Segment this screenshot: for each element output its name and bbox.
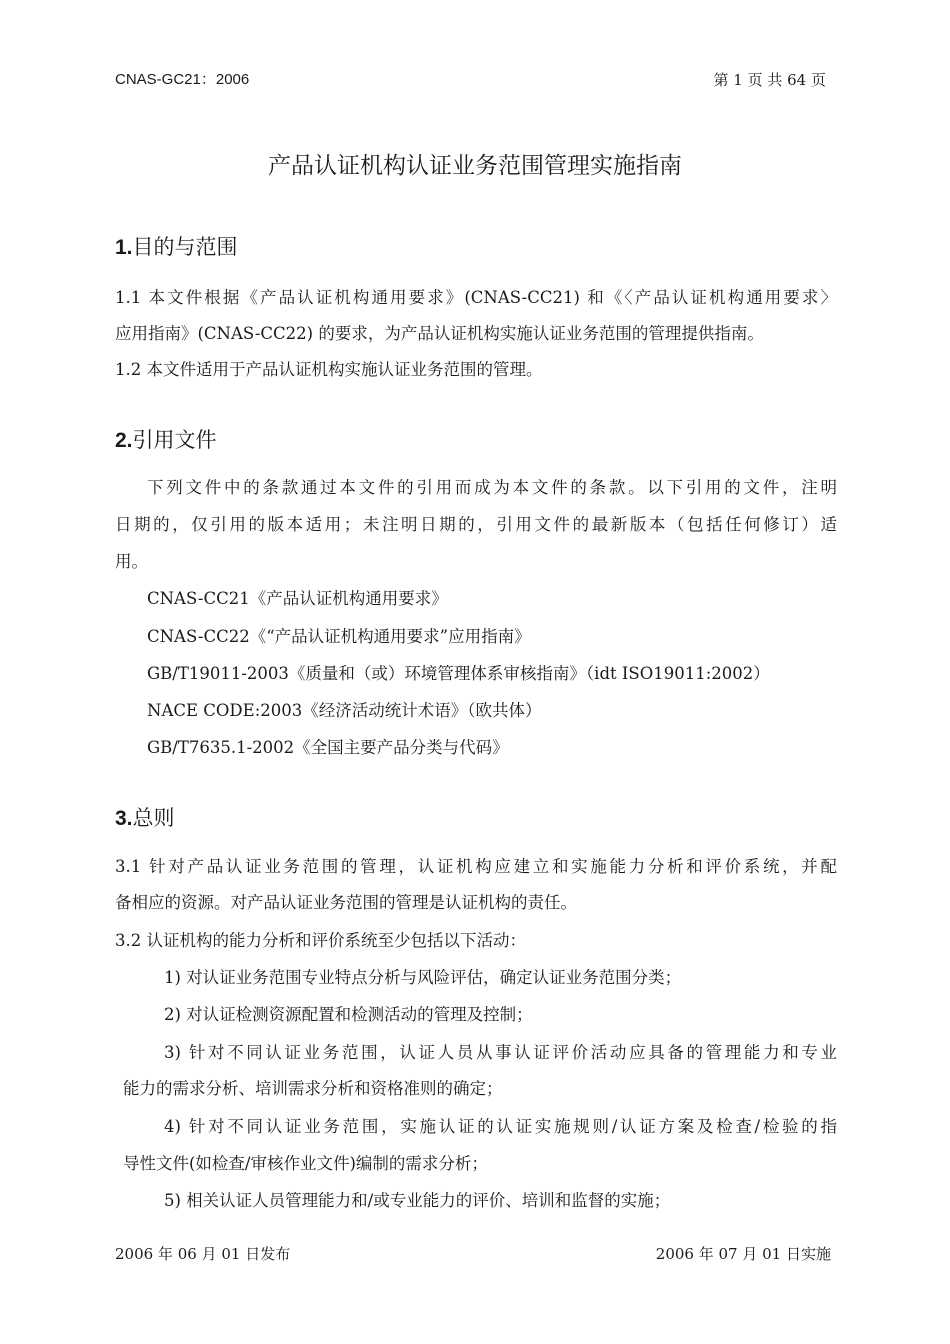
section-title: 引用文件 xyxy=(132,428,217,452)
paragraph-line: 下列文件中的条款通过本文件的引用而成为本文件的条款。以下引用的文件，注明 xyxy=(147,478,837,497)
effective-date: 2006 年 07 月 01 日实施 xyxy=(655,1245,831,1263)
paragraph-line: 1.2 本文件适用于产品认证机构实施认证业务范围的管理。 xyxy=(115,360,543,379)
section-title: 总则 xyxy=(132,806,175,830)
paragraph-line: 3.2 认证机构的能力分析和评价系统至少包括以下活动： xyxy=(115,931,526,950)
reference-item: CNAS-CC21《产品认证机构通用要求》 xyxy=(147,589,448,608)
list-item: 3) 针对不同认证业务范围，认证人员从事认证评价活动应具备的管理能力和专业 xyxy=(164,1043,837,1062)
list-item: 1) 对认证业务范围专业特点分析与风险评估，确定认证业务范围分类； xyxy=(164,968,682,987)
section-number: 1. xyxy=(115,236,133,259)
list-item-continuation: 能力的需求分析、培训需求分析和资格准则的确定； xyxy=(123,1079,503,1098)
section-number: 2. xyxy=(115,429,133,452)
list-item-continuation: 导性文件(如检查/审核作业文件)编制的需求分析； xyxy=(123,1154,488,1173)
paragraph-line: 1.1 本文件根据《产品认证机构通用要求》(CNAS-CC21) 和《〈产品认证机构通用要求〉 xyxy=(115,288,837,307)
paragraph-line: 应用指南》(CNAS-CC22) 的要求，为产品认证机构实施认证业务范围的管理提供指南。 xyxy=(115,324,764,343)
list-item: 2) 对认证检测资源配置和检测活动的管理及控制； xyxy=(164,1005,533,1024)
list-item: 4) 针对不同认证业务范围，实施认证的认证实施规则/认证方案及检查/检验的指 xyxy=(164,1117,837,1136)
list-item: 5) 相关认证人员管理能力和/或专业能力的评价、培训和监督的实施； xyxy=(164,1191,671,1210)
reference-item: CNAS-CC22《“产品认证机构通用要求”应用指南》 xyxy=(147,627,531,646)
section-number: 3. xyxy=(115,807,133,830)
section-title: 目的与范围 xyxy=(132,235,238,259)
reference-item: NACE CODE:2003《经济活动统计术语》（欧共体） xyxy=(147,701,542,720)
section-heading-2 xyxy=(115,426,217,455)
paragraph-line: 备相应的资源。对产品认证业务范围的管理是认证机构的责任。 xyxy=(115,893,577,912)
paragraph-line: 日期的，仅引用的版本适用；未注明日期的，引用文件的最新版本（包括任何修订）适 xyxy=(115,515,837,534)
paragraph-line: 用。 xyxy=(115,552,148,571)
reference-item: GB/T7635.1-2002《全国主要产品分类与代码》 xyxy=(147,738,509,757)
doc-code: CNAS-GC21：2006 xyxy=(115,71,250,88)
page-info: 第 1 页 共 64 页 xyxy=(713,71,826,89)
section-heading-3 xyxy=(115,804,175,833)
issue-date: 2006 年 06 月 01 日发布 xyxy=(115,1245,291,1263)
paragraph-line: 3.1 针对产品认证业务范围的管理，认证机构应建立和实施能力分析和评价系统，并配 xyxy=(115,857,837,876)
document-title: 产品认证机构认证业务范围管理实施指南 xyxy=(268,153,682,179)
section-heading-1 xyxy=(115,233,238,262)
reference-item: GB/T19011-2003《质量和（或）环境管理体系审核指南》（idt ISO19011:2002） xyxy=(147,664,770,683)
